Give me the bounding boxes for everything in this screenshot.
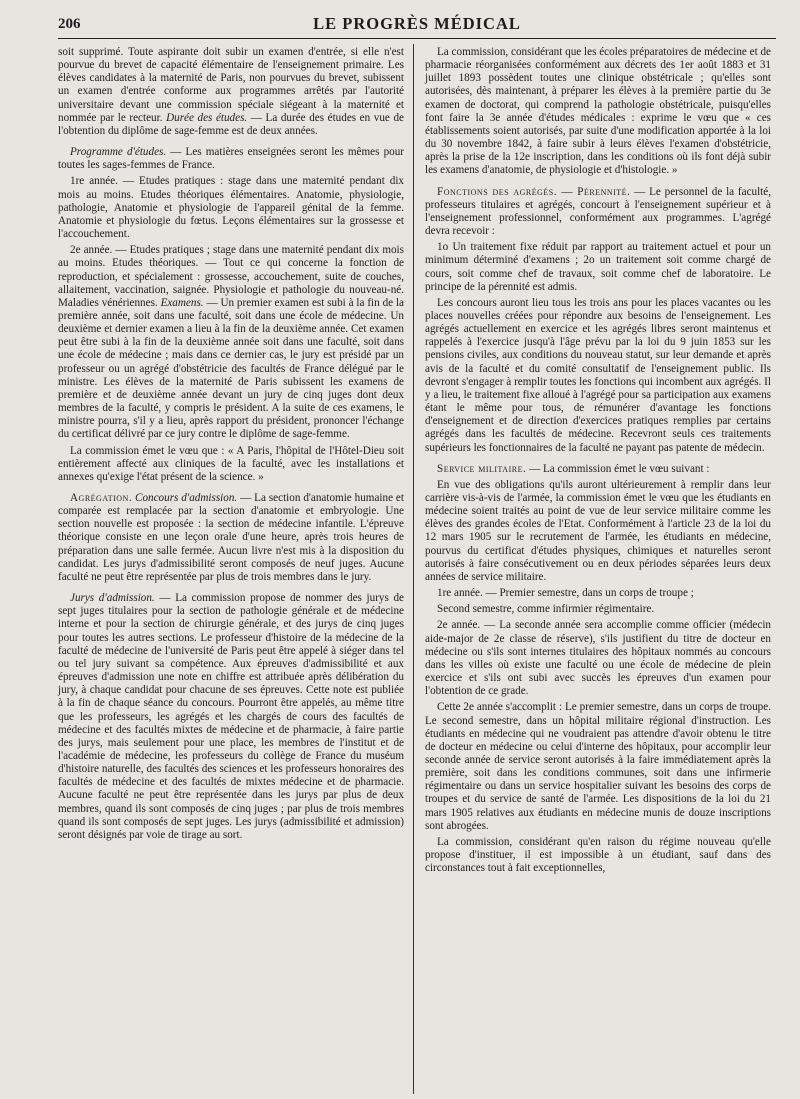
paragraph: 2e année. — La seconde année sera accomplie comme officier (médecin aide-major de 2e classe de réserve), s'ils justifient du titre de docteur en médecine ou s'ils sont internes titulaires des hôpitaux nommés au concours dans les villes où existe une faculté ou une école de médecine de plein exercice et s'ils ont subi avec succès les épreuves d'un examen pour l'obtention de ce grade.	[425, 619, 771, 698]
paragraph: La commission émet le vœu que : « A Paris, l'hôpital de l'Hôtel-Dieu soit entièrement affecté aux cliniques de la faculté, avec les installations et annexes qu'exige l'état présent de la science. »	[58, 444, 404, 483]
journal-title: LE PROGRÈS MÉDICAL	[313, 14, 521, 33]
paragraph: Fonctions des agrégés. — Pérennité. — Le personnel de la faculté, professeurs titulaires et agrégés, concourt à l'enseignement supérieur et à l'enseignement professionnel, conformément aux programmes. L'agrégé devra recevoir :	[425, 185, 772, 238]
paragraph: 2e année. — Etudes pratiques ; stage dans une maternité pendant dix mois au moins. Etudes théoriques. — Tout ce qui concerne la fonction de reproduction, et spécialement : grossesse, accouchement, suite de couches, allaitement, vaccination, saignée. Physiologie et pathologie du nouveau-né. Maladies vénériennes. Examens. — Un premier examen est subi à la fin de la première année, soit dans une faculté, soit dans une école de médecine. Un deuxième et dernier examen a lieu à la fin de la deuxième année. Cet examen peut être subi à la fin de la deuxième année soit dans une faculté, soit dans une école de médecine ; mais dans ce dernier cas, le jury est présidé par un professeur ou un agrégé d'obstétricie des facultés de France délégué par le ministre. Les élèves de la maternité de Paris subissent les examens de première et de deuxième année devant un jury de cinq juges dont deux membres de la faculté, y compris le président. A la suite de ces examens, le ministre pourra, s'il y a lieu, après rapport du président, prononcer l'échange du certificat délivré par ce jury contre le diplôme de sage-femme.	[58, 244, 404, 441]
paragraph: Agrégation. Concours d'admission. — La section d'anatomie humaine et comparée est remplacée par la section d'anatomie et embryologie. Une section nouvelle est proposée : la section de médecine infantile. L'épreuve théorique consiste en une leçon orale d'une heure, après trois heures de préparation dans une salle fermée. Aucun livre n'est mis à la disposition du candidat. Les jurys d'admissibilité seront composés de neuf juges. Aucune faculté ne peut être représentée par plus de trois membres dans le jury.	[58, 492, 404, 583]
paragraph: Second semestre, comme infirmier régimentaire.	[437, 603, 655, 616]
page-number: 206	[58, 16, 81, 32]
paragraph: 1re année. — Etudes pratiques : stage dans une maternité pendant dix mois au moins. Etudes théoriques élémentaires. Anatomie, physiologie, pathologie, Anatomie et physiologie de l'appareil génital de la femme. Anatomie et physiologie du fœtus. Leçons élémentaires sur la grossesse et l'accouchement.	[58, 175, 404, 241]
paragraph: La commission, considérant que les écoles préparatoires de médecine et de pharmacie réorganisées conformément aux décrets des 1er août 1883 et 31 juillet 1893 possèdent toutes une clinique obstétricale ; qu'elles sont autorisées, dès maintenant, à préparer les élèves à la première partie du 3e examen de doctorat, qui comprend la pathologie obstétricale, puisqu'elles font faire la 3e année d'études médicales : exprime le vœu que « ces établissements soient autorisés, par suite d'une modification apportée à la loi du 30 novembre 1842, à faire subir à leurs élèves l'examen d'obstétricie, après la prise de la 12e inscription, dans les conditions où ils font déjà subir les examens d'anatomie, de physiologie et d'histologie. »	[425, 46, 771, 177]
paragraph: 1re année. — Premier semestre, dans un corps de troupe ;	[437, 587, 694, 600]
paragraph: Cette 2e année s'accomplit : Le premier semestre, dans un corps de troupe. Le second semestre, dans un hôpital militaire régional d'instruction. Les étudiants en médecine qui ne voudraient pas attendre d'avoir obtenu le titre de docteur en médecine ou celui d'interne des hôpitaux, pour accomplir leur seconde année de service seront autorisés à la faire immédiatement après la première, soit dans les conditions communes, soit dans une infirmerie régimentaire ou dans un service hospitalier suivant les besoins des corps de troupes et du service de santé de l'armée. Les dispositions de la loi du 21 mars 1905 relatives aux étudiants en médecine munis de douze inscriptions sont abrogées.	[425, 701, 771, 832]
left-column	[58, 46, 404, 845]
right-column	[425, 46, 771, 878]
paragraph: Service militaire. — La commission émet le vœu suivant :	[437, 462, 710, 475]
paragraph: En vue des obligations qu'ils auront ultérieurement à remplir dans leur carrière vis-à-vis de l'armée, la commission émet le vœu que les étudiants en médecine soient traités au point de vue de leur service militaire comme les élèves des grandes écoles de l'Etat. Conformément à l'article 23 de la loi du 12 mars 1905 sur le recrutement de l'armée, les étudiants en médecine, pourvus du certificat d'études physiques, chimiques et naturelles seront autorisés à faire consécutivement ou en deux périodes séparées leurs deux années de service militaire.	[425, 478, 771, 583]
paragraph: soit supprimé. Toute aspirante doit subir un examen d'entrée, si elle n'est pourvue du brevet de capacité élémentaire de l'enseignement primaire. Les élèves candidates à la maternité de Paris, non pourvues du brevet, subissent un examen d'entrée conforme aux programmes arrêtés par l'autorité universitaire devant une commission spéciale siégeant à la maternité et nommée par le recteur. Durée des études. — La durée des études en vue de l'obtention du diplôme de sage-femme est de deux années.	[58, 46, 404, 137]
paragraph: Jurys d'admission. — La commission propose de nommer des jurys de sept juges titulaires pour la section de pathologie générale et de médecine interne et pour la section de chirurgie générale, et des jurys de cinq juges pour toutes les autres sections. Le professeur d'histoire de la médecine de la faculté de médecine de l'université de Paris peut être appelé à siéger dans tel ou tel jury suivant sa compétence. Aux épreuves d'admissibilité et aux épreuves d'admission une note en chiffre est attribuée après délibération du jury, à chaque candidat pour chacune de ses épreuves. Cette note est publiée à la fin de chaque séance du concours. Pourront être appelés, au même titre que les professeurs, les agrégés et les chargés de cours des facultés de médecine et des facultés mixtes de médecine et de pharmacie, à faire partie des jurys, mais seulement pour une place, les membres de l'institut et de l'académie de médecine, les professeurs du collège de France du muséum d'histoire naturelle, des facultés des sciences et les professeurs honoraires des facultés de médecine et des facultés de mixtes médecine et de pharmacie. Aucune faculté ne peut être représentée dans les jurys par plus de deux membres, quand ils sont composés de cinq juges ; par plus de trois membres quand ils sont composés de sept juges. Les jurys (admissibilité et admission) seront désignés par voie de tirage au sort.	[58, 592, 404, 841]
column-divider	[413, 44, 414, 1094]
paragraph: Les concours auront lieu tous les trois ans pour les places vacantes ou les places nouvelles créées pour répondre aux besoins de l'enseignement. Les agrégés actuellement en exercice et les agrégés libres seront maintenus et rappelés à l'exercice jusqu'à l'âge prévu par la loi du 9 juin 1853 sur les pensions civiles, aux conditions du nouveau statut, sur leur demande et après avis de la faculté et du comité consultatif de l'enseignement public. Ils devront s'engager à remplir toutes les fonctions qui incombent aux agrégés. Il y a lieu, le traitement fixe alloué à l'agrégé pour sa participation aux examens étant le même pour tous, de rémunérer d'avantage les fonctions d'enseignement et de direction d'exercices pratiques remplies par certains agrégés dans les facultés de médecine. Recevront seuls ces traitements supérieurs les fonctionnaires de la faculté ne payant pas patente de médecin.	[425, 296, 771, 454]
page-header	[58, 10, 776, 36]
paragraph: La commission, considérant qu'en raison du régime nouveau qu'elle propose d'instituer, il est impossible à un étudiant, sauf dans des circonstances tout à fait exceptionnelles,	[425, 835, 771, 875]
paragraph: Programme d'études. — Les matières enseignées seront les mêmes pour toutes les sages-femmes de France.	[58, 146, 404, 172]
header-rule	[58, 38, 776, 39]
paragraph: 1o Un traitement fixe réduit par rapport au traitement actuel et pour un minimum déterminé d'examens ; 2o un traitement soit comme chargé de cours, soit comme chef de travaux, soit comme chef de laboratoire. Le principe de la pérennité est admis.	[425, 241, 771, 293]
